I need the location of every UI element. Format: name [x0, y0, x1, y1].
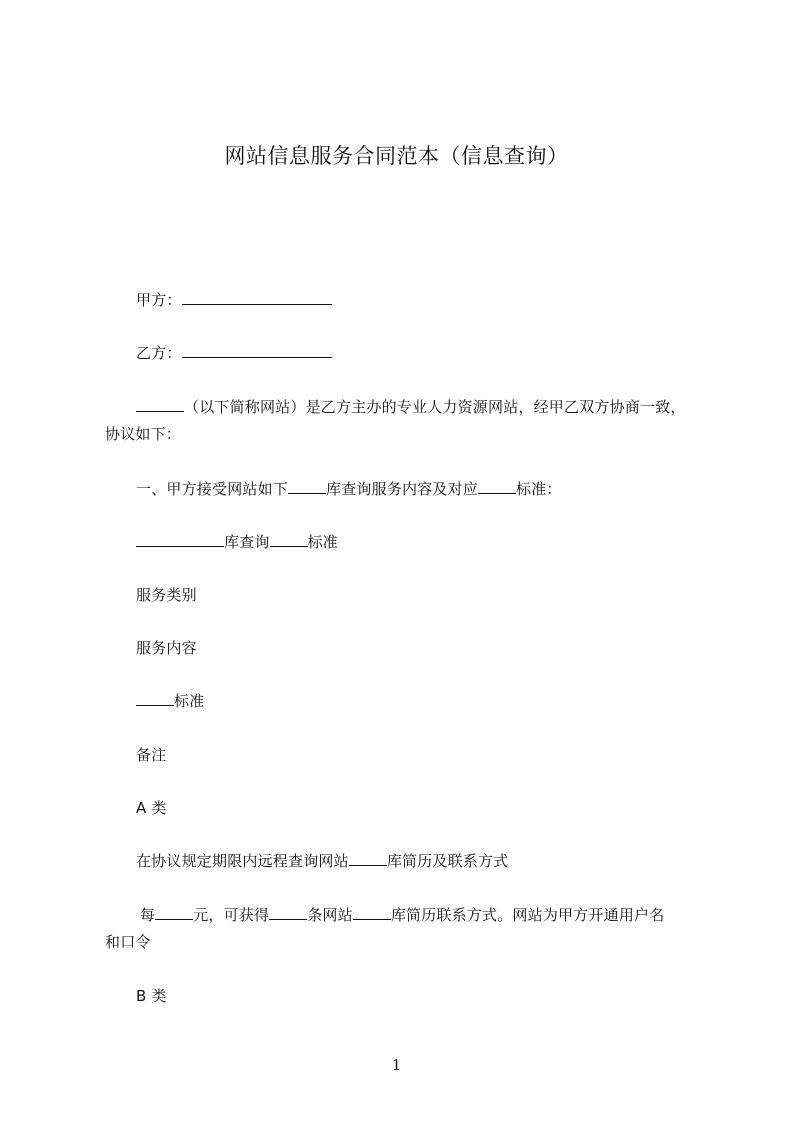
table-header-blank-1: [136, 532, 224, 547]
website-name-blank: [136, 397, 184, 412]
standard-line: [136, 691, 204, 711]
table-header-text-a: 库查询: [224, 533, 270, 551]
table-header-blank-2: [270, 532, 308, 547]
class-a-price-line-1: [140, 905, 664, 925]
class-a-description: [136, 851, 508, 871]
class-a-price-blank-1: [155, 905, 193, 920]
intro-text: （以下简称网站）是乙方主办的专业人力资源网站，经甲乙双方协商一致，: [184, 398, 686, 416]
party-a-blank: [182, 290, 332, 305]
class-a-price-text-c: 条网站: [307, 906, 353, 924]
party-b-line: [136, 343, 332, 363]
service-content: 服务内容: [136, 639, 197, 657]
standard-label: 标准: [174, 692, 205, 710]
table-header-text-b: 标准: [307, 533, 339, 551]
class-a-price-blank-2: [269, 905, 307, 920]
party-a-line: [136, 290, 332, 310]
page-number: 1: [391, 1056, 402, 1074]
class-a-price-blank-3: [353, 905, 391, 920]
intro-text-2: 协议如下：: [105, 425, 182, 443]
section-1-blank-2: [478, 479, 516, 494]
party-b-blank: [182, 343, 332, 358]
section-1-blank-1: [288, 479, 326, 494]
class-b-label: B 类: [136, 987, 167, 1005]
class-a-price-text-a: 每: [140, 906, 156, 924]
class-a-price-line-2: 和口令: [105, 933, 151, 951]
class-a-price-text-b: 元，可获得: [193, 906, 270, 924]
class-a-desc-text-a: 在协议规定期限内远程查询网站: [136, 852, 349, 870]
document-title: 网站信息服务合同范本（信息查询）: [224, 144, 569, 168]
section-1-text-a: 一、甲方接受网站如下: [136, 480, 289, 498]
service-category: 服务类别: [136, 586, 197, 604]
remarks: 备注: [136, 746, 167, 764]
party-b-label: 乙方：: [136, 344, 182, 362]
table-header-line: [136, 532, 338, 552]
intro-line-2: [105, 424, 181, 444]
class-a-label: A 类: [136, 799, 167, 817]
intro-line-1: [136, 397, 686, 417]
class-a-desc-blank: [349, 851, 387, 866]
class-a-desc-text-b: 库简历及联系方式: [386, 852, 509, 870]
section-1-heading: [136, 479, 562, 499]
class-a-price-text-d: 库简历联系方式。网站为甲方开通用户名: [390, 906, 665, 924]
party-a-label: 甲方：: [136, 291, 182, 309]
section-1-text-b: 库查询服务内容及对应: [326, 480, 479, 498]
standard-blank: [136, 691, 174, 706]
section-1-text-c: 标准：: [516, 480, 562, 498]
